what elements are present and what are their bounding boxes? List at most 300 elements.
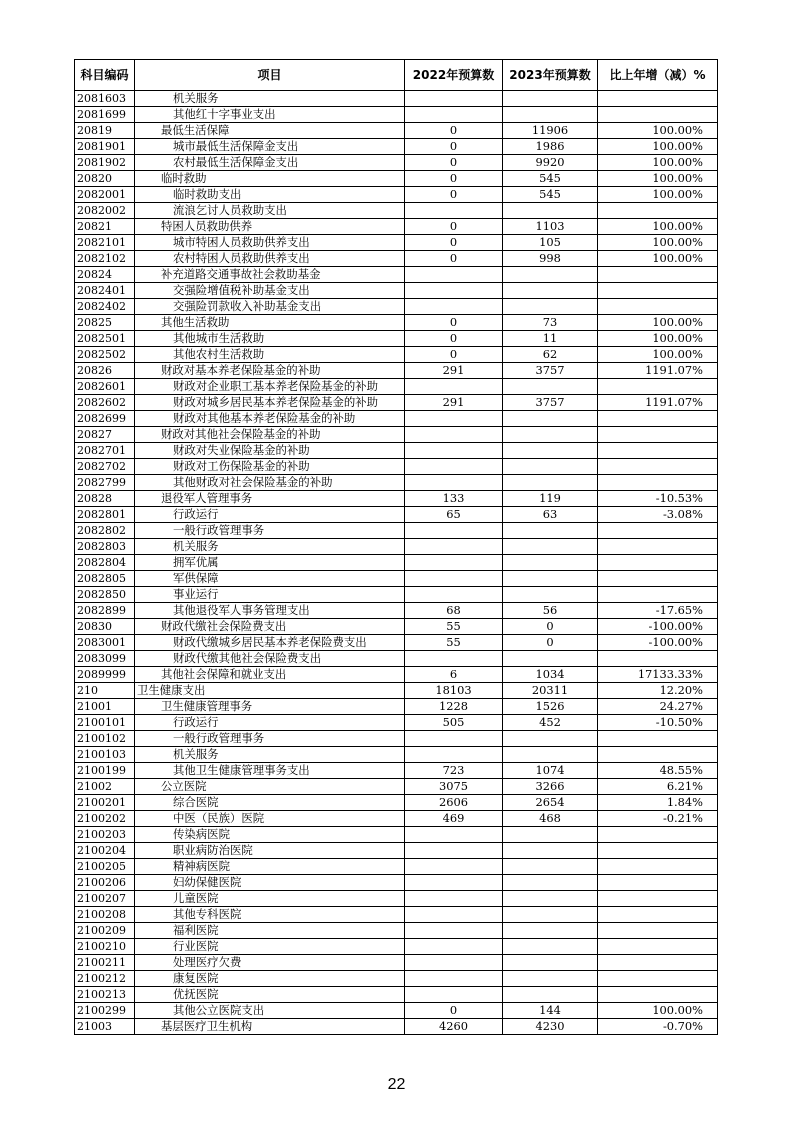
budget-2023-cell [503,987,598,1003]
subject-code-cell: 2082899 [75,603,135,619]
item-name-cell: 其他财政对社会保险基金的补助 [135,475,405,491]
budget-2023-cell [503,859,598,875]
budget-2022-cell: 505 [405,715,503,731]
subject-code-cell: 2082501 [75,331,135,347]
budget-2023-cell [503,299,598,315]
table-row [75,635,718,651]
change-percent-cell: -100.00% [598,619,718,635]
table-row [75,379,718,395]
budget-2023-cell: 1103 [503,219,598,235]
item-name-cell: 一般行政管理事务 [135,523,405,539]
budget-2023-cell: 119 [503,491,598,507]
change-percent-cell: -0.70% [598,1019,718,1035]
table-row [75,203,718,219]
item-name-cell: 交强险罚款收入补助基金支出 [135,299,405,315]
item-name-cell: 最低生活保障 [135,123,405,139]
item-name-cell: 临时救助支出 [135,187,405,203]
item-name-cell: 财政对其他基本养老保险基金的补助 [135,411,405,427]
budget-2022-cell: 291 [405,363,503,379]
budget-2023-cell: 452 [503,715,598,731]
table-row [75,155,718,171]
change-percent-cell: 100.00% [598,331,718,347]
subject-code-cell: 2100210 [75,939,135,955]
change-percent-cell [598,939,718,955]
subject-code-cell: 2100213 [75,987,135,1003]
budget-2023-cell: 998 [503,251,598,267]
change-percent-cell: 100.00% [598,251,718,267]
change-percent-cell [598,587,718,603]
change-percent-cell [598,203,718,219]
budget-2023-cell: 545 [503,171,598,187]
budget-2023-cell: 0 [503,619,598,635]
change-percent-cell: 24.27% [598,699,718,715]
subject-code-cell: 2082402 [75,299,135,315]
change-percent-cell [598,651,718,667]
table-row [75,843,718,859]
subject-code-cell: 2100207 [75,891,135,907]
table-row [75,235,718,251]
subject-code-cell: 2082799 [75,475,135,491]
budget-2023-cell [503,427,598,443]
table-row [75,907,718,923]
change-percent-cell [598,523,718,539]
budget-2023-cell [503,907,598,923]
budget-2023-cell [503,203,598,219]
budget-2022-cell [405,203,503,219]
subject-code-cell: 210 [75,683,135,699]
budget-2022-cell [405,987,503,1003]
item-name-cell: 补充道路交通事故社会救助基金 [135,267,405,283]
table-row [75,955,718,971]
table-row [75,283,718,299]
item-name-cell: 事业运行 [135,587,405,603]
budget-2023-cell [503,523,598,539]
budget-2023-cell [503,891,598,907]
change-percent-cell: 1191.07% [598,395,718,411]
table-row [75,171,718,187]
budget-2022-cell: 65 [405,507,503,523]
item-name-cell: 精神病医院 [135,859,405,875]
table-row [75,411,718,427]
budget-2022-cell [405,443,503,459]
item-name-cell: 其他红十字事业支出 [135,107,405,123]
header-budget-2023: 2023年预算数 [503,60,598,91]
budget-2022-cell: 0 [405,347,503,363]
budget-2023-cell [503,875,598,891]
subject-code-cell: 2083001 [75,635,135,651]
change-percent-cell: 1.84% [598,795,718,811]
budget-2022-cell [405,651,503,667]
subject-code-cell: 2081902 [75,155,135,171]
budget-table [74,59,718,1035]
subject-code-cell: 2100101 [75,715,135,731]
budget-2023-cell: 1034 [503,667,598,683]
budget-2023-cell [503,651,598,667]
change-percent-cell: -3.08% [598,507,718,523]
subject-code-cell: 2082850 [75,587,135,603]
budget-2022-cell [405,411,503,427]
change-percent-cell [598,299,718,315]
item-name-cell: 行政运行 [135,507,405,523]
budget-2023-cell [503,939,598,955]
table-row [75,587,718,603]
table-row [75,827,718,843]
item-name-cell: 其他生活救助 [135,315,405,331]
subject-code-cell: 20826 [75,363,135,379]
change-percent-cell [598,747,718,763]
table-row [75,699,718,715]
change-percent-cell: 100.00% [598,171,718,187]
budget-2023-cell [503,587,598,603]
change-percent-cell: -10.50% [598,715,718,731]
change-percent-cell [598,267,718,283]
table-row [75,539,718,555]
table-row [75,795,718,811]
item-name-cell: 交强险增值税补助基金支出 [135,283,405,299]
item-name-cell: 机关服务 [135,747,405,763]
table-row [75,187,718,203]
change-percent-cell [598,923,718,939]
item-name-cell: 妇幼保健医院 [135,875,405,891]
subject-code-cell: 2082401 [75,283,135,299]
table-row [75,459,718,475]
item-name-cell: 其他专科医院 [135,907,405,923]
change-percent-cell [598,827,718,843]
table-header-row [75,60,718,91]
budget-2022-cell [405,299,503,315]
item-name-cell: 退役军人管理事务 [135,491,405,507]
change-percent-cell [598,987,718,1003]
subject-code-cell: 2100203 [75,827,135,843]
budget-2023-cell: 62 [503,347,598,363]
table-row [75,331,718,347]
item-name-cell: 行业医院 [135,939,405,955]
item-name-cell: 职业病防治医院 [135,843,405,859]
item-name-cell: 其他农村生活救助 [135,347,405,363]
item-name-cell: 财政对企业职工基本养老保险基金的补助 [135,379,405,395]
budget-2023-cell: 9920 [503,155,598,171]
change-percent-cell [598,859,718,875]
item-name-cell: 其他卫生健康管理事务支出 [135,763,405,779]
subject-code-cell: 21002 [75,779,135,795]
change-percent-cell [598,539,718,555]
table-row [75,219,718,235]
subject-code-cell: 20828 [75,491,135,507]
table-row [75,923,718,939]
budget-2022-cell [405,843,503,859]
budget-2022-cell [405,955,503,971]
subject-code-cell: 21001 [75,699,135,715]
header-item: 项目 [135,60,405,91]
item-name-cell: 财政对城乡居民基本养老保险基金的补助 [135,395,405,411]
budget-2023-cell: 3266 [503,779,598,795]
budget-2023-cell [503,443,598,459]
table-row [75,571,718,587]
budget-2022-cell [405,267,503,283]
subject-code-cell: 20820 [75,171,135,187]
budget-2023-cell: 3757 [503,395,598,411]
budget-2022-cell: 55 [405,619,503,635]
item-name-cell: 康复医院 [135,971,405,987]
budget-2022-cell: 0 [405,1003,503,1019]
table-row [75,395,718,411]
table-row [75,603,718,619]
budget-2023-cell: 2654 [503,795,598,811]
change-percent-cell [598,283,718,299]
subject-code-cell: 2100199 [75,763,135,779]
item-name-cell: 中医（民族）医院 [135,811,405,827]
item-name-cell: 卫生健康管理事务 [135,699,405,715]
subject-code-cell: 2082702 [75,459,135,475]
budget-2023-cell [503,91,598,107]
change-percent-cell: 100.00% [598,123,718,139]
budget-2022-cell: 4260 [405,1019,503,1035]
subject-code-cell: 2082804 [75,555,135,571]
change-percent-cell: 1191.07% [598,363,718,379]
budget-2022-cell: 469 [405,811,503,827]
subject-code-cell: 2100299 [75,1003,135,1019]
change-percent-cell: 100.00% [598,315,718,331]
change-percent-cell: 100.00% [598,1003,718,1019]
budget-2022-cell: 291 [405,395,503,411]
budget-2023-cell: 1526 [503,699,598,715]
budget-2022-cell [405,731,503,747]
subject-code-cell: 20827 [75,427,135,443]
page-number: 22 [387,1076,406,1093]
budget-2022-cell [405,971,503,987]
subject-code-cell: 20830 [75,619,135,635]
budget-2022-cell: 55 [405,635,503,651]
change-percent-cell: 17133.33% [598,667,718,683]
header-subject-code: 科目编码 [75,60,135,91]
budget-2022-cell [405,91,503,107]
subject-code-cell: 2081603 [75,91,135,107]
table-row [75,875,718,891]
subject-code-cell: 2081699 [75,107,135,123]
table-row [75,347,718,363]
subject-code-cell: 2082802 [75,523,135,539]
budget-2022-cell: 0 [405,315,503,331]
item-name-cell: 财政代缴社会保险费支出 [135,619,405,635]
budget-2022-cell: 68 [405,603,503,619]
change-percent-cell: -17.65% [598,603,718,619]
budget-2022-cell [405,107,503,123]
item-name-cell: 其他城市生活救助 [135,331,405,347]
item-name-cell: 儿童医院 [135,891,405,907]
table-row [75,747,718,763]
change-percent-cell [598,875,718,891]
item-name-cell: 其他退役军人事务管理支出 [135,603,405,619]
budget-2023-cell [503,747,598,763]
item-name-cell: 农村最低生活保障金支出 [135,155,405,171]
change-percent-cell: 100.00% [598,155,718,171]
table-row [75,667,718,683]
item-name-cell: 机关服务 [135,91,405,107]
budget-2022-cell: 3075 [405,779,503,795]
budget-2023-cell: 11 [503,331,598,347]
budget-2022-cell [405,459,503,475]
change-percent-cell [598,955,718,971]
budget-2022-cell [405,283,503,299]
budget-2022-cell: 723 [405,763,503,779]
budget-2022-cell [405,587,503,603]
subject-code-cell: 2100103 [75,747,135,763]
change-percent-cell [598,411,718,427]
budget-2023-cell: 56 [503,603,598,619]
budget-2023-cell [503,827,598,843]
table-row [75,91,718,107]
table-row [75,651,718,667]
change-percent-cell [598,971,718,987]
table-row [75,555,718,571]
item-name-cell: 城市特困人员救助供养支出 [135,235,405,251]
budget-2023-cell: 1074 [503,763,598,779]
change-percent-cell: -0.21% [598,811,718,827]
header-budget-2022: 2022年预算数 [405,60,503,91]
subject-code-cell: 2100202 [75,811,135,827]
budget-2023-cell: 545 [503,187,598,203]
budget-2022-cell [405,539,503,555]
table-row [75,891,718,907]
subject-code-cell: 2081901 [75,139,135,155]
change-percent-cell [598,459,718,475]
budget-2023-cell: 105 [503,235,598,251]
budget-2022-cell: 0 [405,251,503,267]
budget-2022-cell: 0 [405,139,503,155]
change-percent-cell: 100.00% [598,139,718,155]
table-row [75,811,718,827]
budget-2022-cell: 2606 [405,795,503,811]
subject-code-cell: 2100205 [75,859,135,875]
change-percent-cell: 12.20% [598,683,718,699]
budget-2022-cell: 0 [405,219,503,235]
table-row [75,123,718,139]
change-percent-cell: 100.00% [598,219,718,235]
item-name-cell: 行政运行 [135,715,405,731]
budget-2023-cell [503,971,598,987]
budget-2022-cell: 0 [405,155,503,171]
item-name-cell: 财政对失业保险基金的补助 [135,443,405,459]
budget-2022-cell: 0 [405,187,503,203]
table-row [75,987,718,1003]
table-row [75,715,718,731]
item-name-cell: 基层医疗卫生机构 [135,1019,405,1035]
table-row [75,267,718,283]
subject-code-cell: 21003 [75,1019,135,1035]
subject-code-cell: 20821 [75,219,135,235]
budget-2022-cell [405,827,503,843]
item-name-cell: 其他公立医院支出 [135,1003,405,1019]
subject-code-cell: 20825 [75,315,135,331]
table-row [75,363,718,379]
table-row [75,315,718,331]
change-percent-cell [598,571,718,587]
item-name-cell: 综合医院 [135,795,405,811]
budget-2022-cell: 0 [405,123,503,139]
subject-code-cell: 2100211 [75,955,135,971]
table-row [75,619,718,635]
item-name-cell: 处理医疗欠费 [135,955,405,971]
budget-2023-cell: 144 [503,1003,598,1019]
budget-2023-cell [503,555,598,571]
budget-2023-cell [503,571,598,587]
budget-2023-cell: 20311 [503,683,598,699]
budget-2023-cell [503,283,598,299]
item-name-cell: 公立医院 [135,779,405,795]
change-percent-cell: 100.00% [598,187,718,203]
budget-2022-cell [405,571,503,587]
budget-2023-cell: 0 [503,635,598,651]
subject-code-cell: 2082803 [75,539,135,555]
budget-2023-cell [503,923,598,939]
subject-code-cell: 2100209 [75,923,135,939]
table-body [75,91,718,1035]
budget-2023-cell [503,459,598,475]
table-row [75,475,718,491]
change-percent-cell [598,475,718,491]
subject-code-cell: 2100206 [75,875,135,891]
budget-2023-cell: 1986 [503,139,598,155]
budget-2022-cell [405,523,503,539]
change-percent-cell: -10.53% [598,491,718,507]
item-name-cell: 军供保障 [135,571,405,587]
subject-code-cell: 2082801 [75,507,135,523]
change-percent-cell: 100.00% [598,347,718,363]
table-row [75,731,718,747]
budget-2023-cell [503,539,598,555]
subject-code-cell: 2100208 [75,907,135,923]
budget-2022-cell: 0 [405,331,503,347]
header-change-percent: 比上年增（减）% [598,60,718,91]
subject-code-cell: 2082602 [75,395,135,411]
budget-2023-cell [503,731,598,747]
budget-2022-cell [405,907,503,923]
subject-code-cell: 2100201 [75,795,135,811]
table-row [75,971,718,987]
table-row [75,251,718,267]
change-percent-cell [598,891,718,907]
change-percent-cell [598,107,718,123]
budget-2023-cell [503,107,598,123]
table-row [75,299,718,315]
budget-2023-cell: 63 [503,507,598,523]
budget-2022-cell [405,859,503,875]
budget-2023-cell [503,955,598,971]
table-row [75,107,718,123]
budget-2022-cell [405,555,503,571]
budget-2023-cell [503,379,598,395]
change-percent-cell [598,91,718,107]
subject-code-cell: 2082502 [75,347,135,363]
subject-code-cell: 20824 [75,267,135,283]
budget-2022-cell [405,475,503,491]
subject-code-cell: 2100212 [75,971,135,987]
budget-2023-cell: 11906 [503,123,598,139]
budget-2023-cell [503,843,598,859]
budget-2022-cell [405,427,503,443]
change-percent-cell: 6.21% [598,779,718,795]
item-name-cell: 财政代缴其他社会保险费支出 [135,651,405,667]
change-percent-cell [598,843,718,859]
change-percent-cell: 48.55% [598,763,718,779]
subject-code-cell: 2082001 [75,187,135,203]
item-name-cell: 机关服务 [135,539,405,555]
subject-code-cell: 20819 [75,123,135,139]
budget-2023-cell [503,475,598,491]
item-name-cell: 福利医院 [135,923,405,939]
item-name-cell: 流浪乞讨人员救助支出 [135,203,405,219]
change-percent-cell [598,443,718,459]
